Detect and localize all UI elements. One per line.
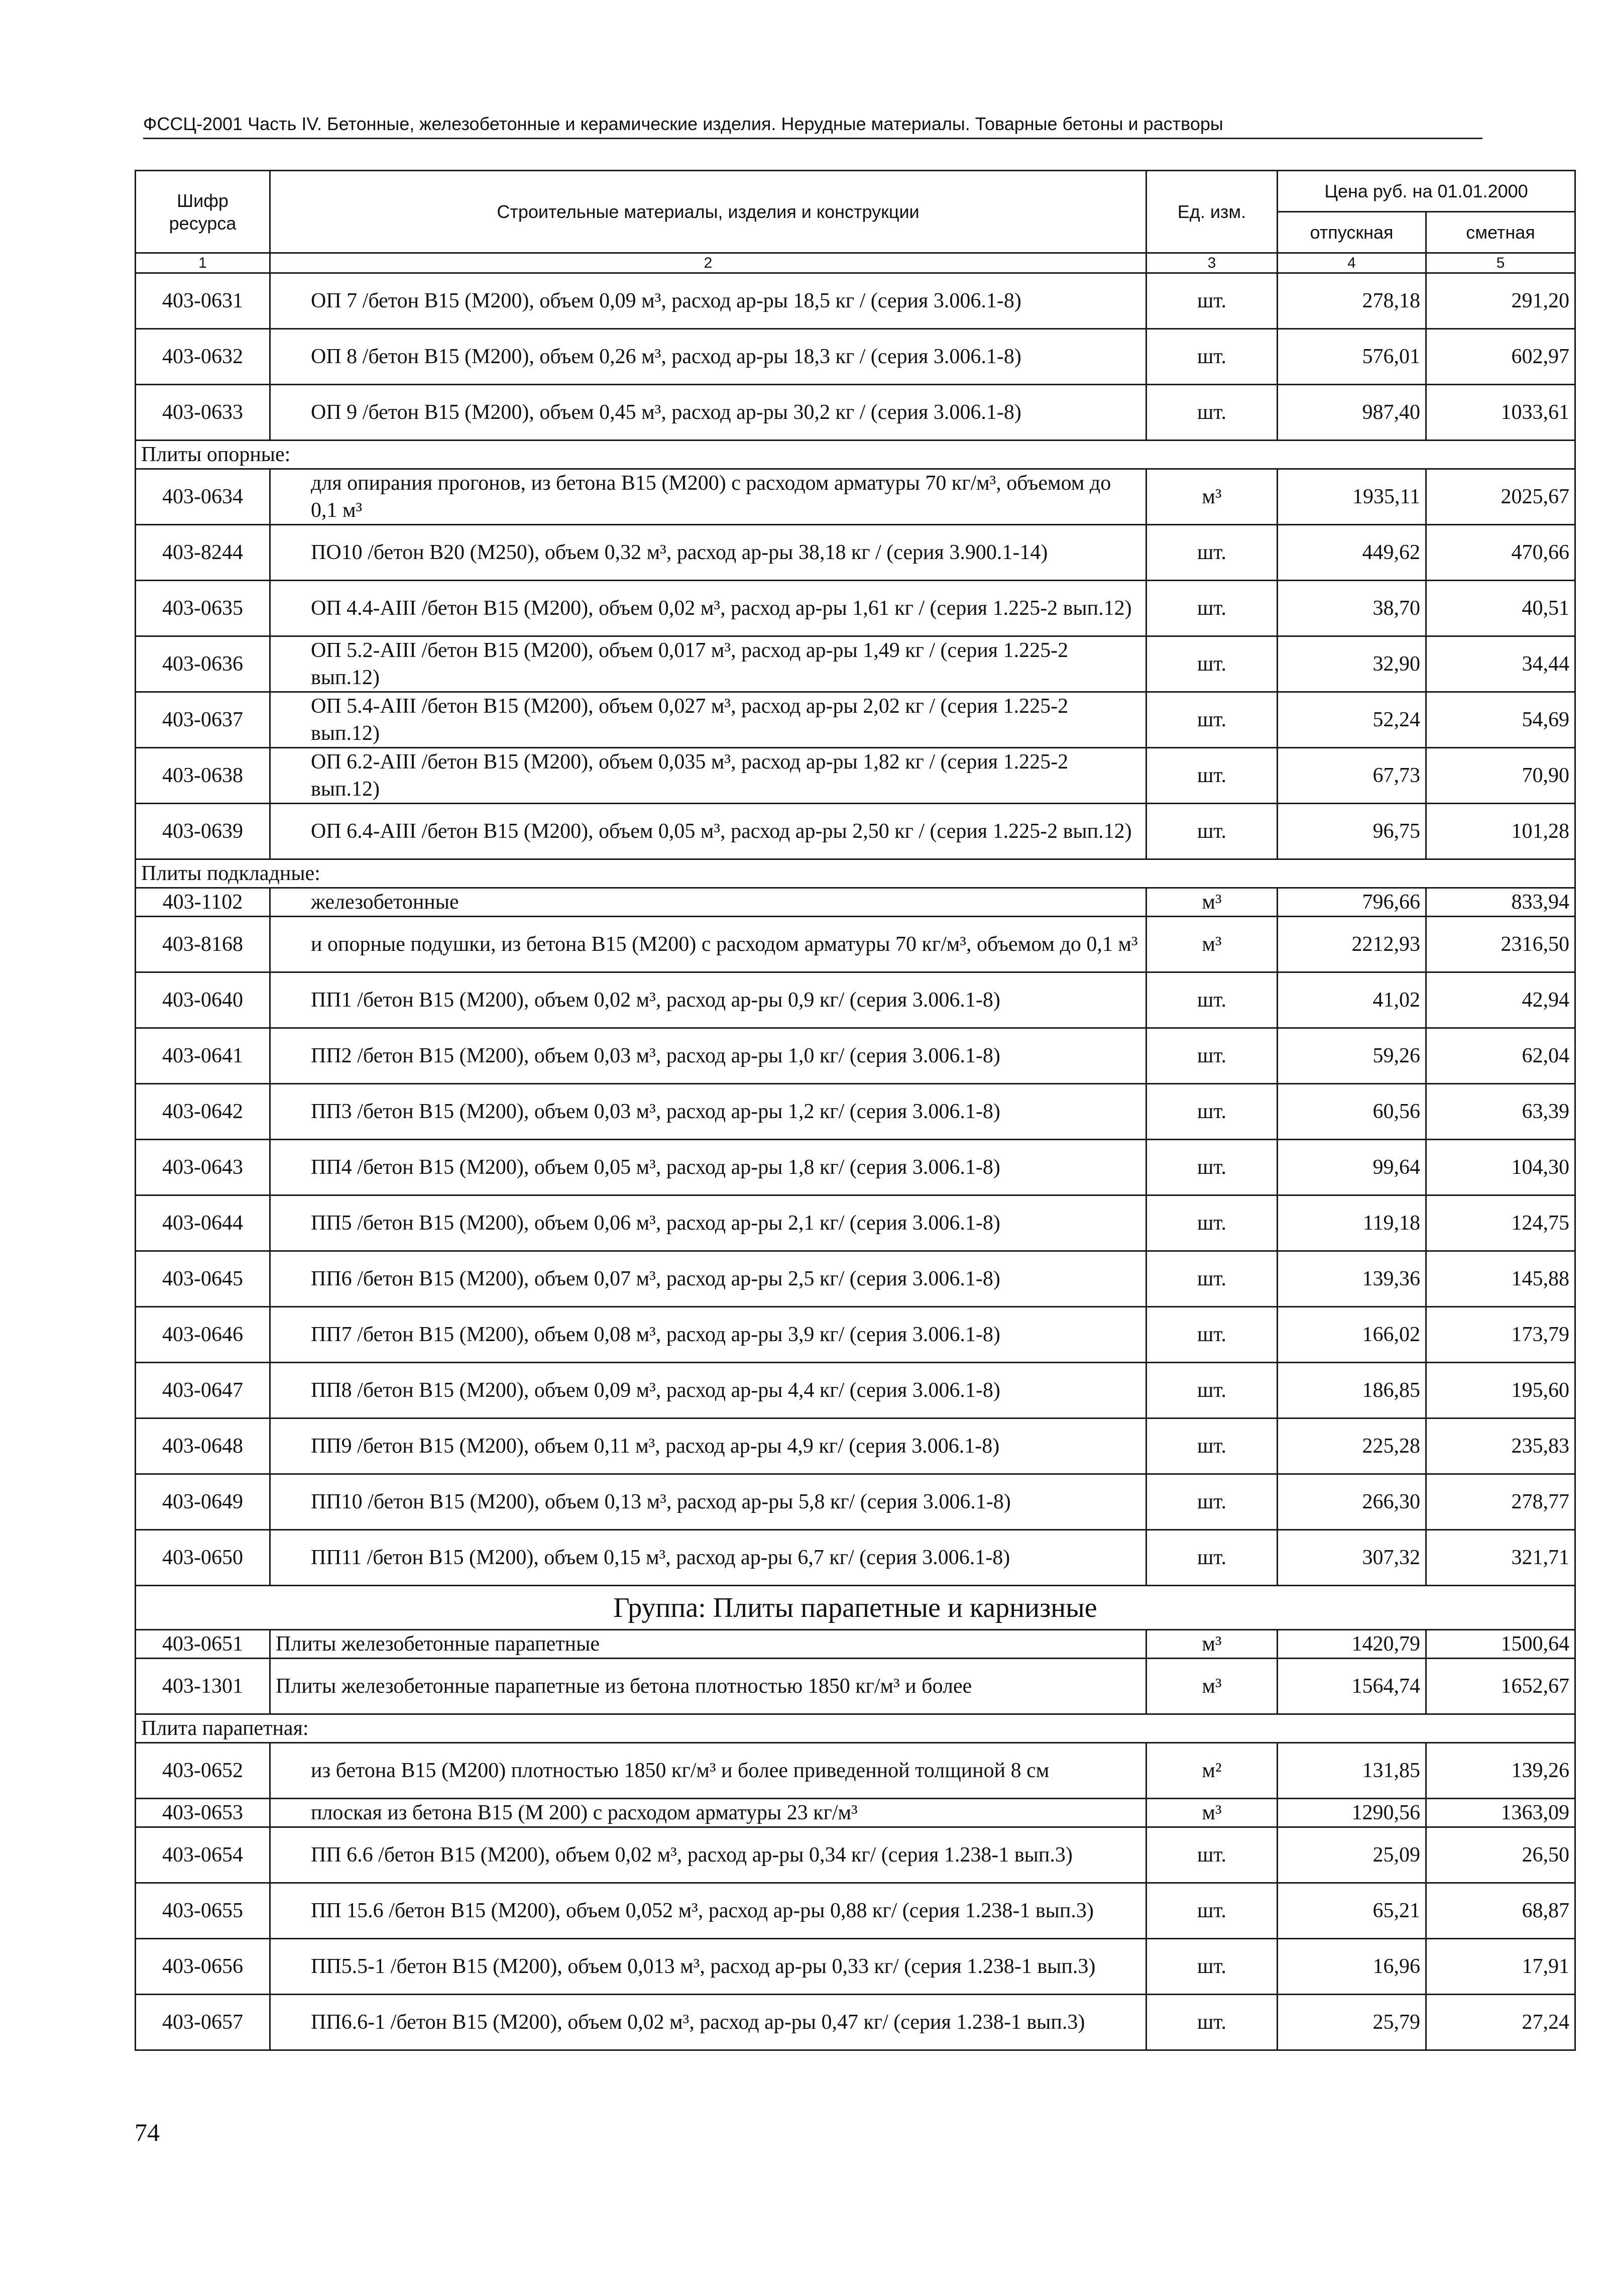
resource-code: 403-0645 <box>136 1251 270 1307</box>
unit-of-measure: м³ <box>1146 1659 1278 1714</box>
resource-code: 403-0656 <box>136 1939 270 1995</box>
resource-code: 403-1301 <box>136 1659 270 1714</box>
table-row <box>136 1195 1575 1251</box>
price-estimate: 173,79 <box>1426 1307 1575 1363</box>
price-release: 266,30 <box>1278 1474 1426 1530</box>
material-description <box>270 1630 1146 1659</box>
table-row <box>136 1659 1575 1714</box>
resource-code: 403-0639 <box>136 804 270 859</box>
unit-of-measure: шт. <box>1146 1084 1278 1140</box>
material-description <box>270 581 1146 636</box>
material-description <box>270 469 1146 525</box>
resource-code: 403-0637 <box>136 692 270 748</box>
material-description-text: ОП 5.2-AIII /бетон В15 (М200), объем 0,017 м³, расход ар-ры 1,49 кг / (серия 1.225-2 вып.12) <box>311 639 1069 689</box>
resource-code: 403-8168 <box>136 917 270 972</box>
material-description <box>270 1530 1146 1586</box>
resource-code: 403-0655 <box>136 1883 270 1939</box>
price-release: 139,36 <box>1278 1251 1426 1307</box>
table-row <box>136 888 1575 917</box>
unit-of-measure: шт. <box>1146 1530 1278 1586</box>
table-row <box>136 1028 1575 1084</box>
material-description-text: ОП 4.4-AIII /бетон В15 (М200), объем 0,02 м³, расход ар-ры 1,61 кг / (серия 1.225-2 вып.12) <box>311 597 1132 620</box>
material-description-text: ПП1 /бетон В15 (М200), объем 0,02 м³, расход ар-ры 0,9 кг/ (серия 3.006.1-8) <box>311 989 1000 1012</box>
table-row <box>136 1307 1575 1363</box>
resource-code: 403-0636 <box>136 636 270 692</box>
table-row <box>136 636 1575 692</box>
material-description <box>270 1995 1146 2050</box>
price-estimate: 26,50 <box>1426 1827 1575 1883</box>
price-release: 67,73 <box>1278 748 1426 804</box>
header-price-estimate: сметная <box>1426 212 1575 253</box>
price-estimate: 833,94 <box>1426 888 1575 917</box>
price-release: 99,64 <box>1278 1140 1426 1195</box>
material-description <box>270 1418 1146 1474</box>
resource-code: 403-0653 <box>136 1799 270 1827</box>
unit-of-measure: шт. <box>1146 273 1278 329</box>
price-estimate: 602,97 <box>1426 329 1575 385</box>
resource-code: 403-0644 <box>136 1195 270 1251</box>
price-release: 131,85 <box>1278 1743 1426 1799</box>
table-row <box>136 1799 1575 1827</box>
price-estimate: 68,87 <box>1426 1883 1575 1939</box>
group-title: Группа: Плиты парапетные и карнизные <box>136 1586 1575 1630</box>
material-description-text: ПП6 /бетон В15 (М200), объем 0,07 м³, расход ар-ры 2,5 кг/ (серия 3.006.1-8) <box>311 1267 1000 1290</box>
price-estimate: 2316,50 <box>1426 917 1575 972</box>
resource-code: 403-0641 <box>136 1028 270 1084</box>
material-description <box>270 804 1146 859</box>
price-estimate: 42,94 <box>1426 972 1575 1028</box>
resource-code: 403-0646 <box>136 1307 270 1363</box>
material-description-text: ПП6.6-1 /бетон В15 (М200), объем 0,02 м³, расход ар-ры 0,47 кг/ (серия 1.238-1 вып.3) <box>311 2011 1085 2034</box>
resource-code: 403-0647 <box>136 1363 270 1418</box>
table-row <box>136 1995 1575 2050</box>
table-row <box>136 972 1575 1028</box>
resource-code: 403-0649 <box>136 1474 270 1530</box>
price-estimate: 40,51 <box>1426 581 1575 636</box>
material-description-text: ПП5 /бетон В15 (М200), объем 0,06 м³, расход ар-ры 2,1 кг/ (серия 3.006.1-8) <box>311 1212 1000 1235</box>
unit-of-measure: шт. <box>1146 692 1278 748</box>
material-description <box>270 636 1146 692</box>
price-release: 1935,11 <box>1278 469 1426 525</box>
price-release: 119,18 <box>1278 1195 1426 1251</box>
resource-code: 403-0638 <box>136 748 270 804</box>
table-row <box>136 1251 1575 1307</box>
unit-of-measure: шт. <box>1146 1140 1278 1195</box>
unit-of-measure: шт. <box>1146 1363 1278 1418</box>
unit-of-measure: м³ <box>1146 917 1278 972</box>
price-estimate: 17,91 <box>1426 1939 1575 1995</box>
header-code: Шифр ресурса <box>136 171 270 253</box>
material-description <box>270 1743 1146 1799</box>
resource-code: 403-0651 <box>136 1630 270 1659</box>
resource-code: 403-0631 <box>136 273 270 329</box>
price-estimate: 139,26 <box>1426 1743 1575 1799</box>
material-description-text: ПП4 /бетон В15 (М200), объем 0,05 м³, расход ар-ры 1,8 кг/ (серия 3.006.1-8) <box>311 1156 1000 1179</box>
material-description-text: ПП8 /бетон В15 (М200), объем 0,09 м³, расход ар-ры 4,4 кг/ (серия 3.006.1-8) <box>311 1379 1000 1402</box>
table-row <box>136 1363 1575 1418</box>
table-row <box>136 1084 1575 1140</box>
material-description <box>270 1140 1146 1195</box>
material-description <box>270 692 1146 748</box>
unit-of-measure: шт. <box>1146 1418 1278 1474</box>
header-price: Цена руб. на 01.01.2000 <box>1278 171 1575 212</box>
material-description-text: и опорные подушки, из бетона В15 (М200) с расходом арматуры 70 кг/м³, объемом до 0,1 м³ <box>311 933 1138 956</box>
price-release: 576,01 <box>1278 329 1426 385</box>
resource-code: 403-8244 <box>136 525 270 581</box>
resource-code: 403-0642 <box>136 1084 270 1140</box>
price-release: 796,66 <box>1278 888 1426 917</box>
table-row <box>136 581 1575 636</box>
resource-code: 403-0640 <box>136 972 270 1028</box>
price-release: 96,75 <box>1278 804 1426 859</box>
table-row <box>136 1630 1575 1659</box>
price-release: 32,90 <box>1278 636 1426 692</box>
material-description <box>270 917 1146 972</box>
price-estimate: 63,39 <box>1426 1084 1575 1140</box>
price-estimate: 278,77 <box>1426 1474 1575 1530</box>
resource-code: 403-0650 <box>136 1530 270 1586</box>
colnum: 4 <box>1278 253 1426 273</box>
price-release: 186,85 <box>1278 1363 1426 1418</box>
group-row <box>136 1586 1575 1630</box>
price-estimate: 54,69 <box>1426 692 1575 748</box>
unit-of-measure: м³ <box>1146 1630 1278 1659</box>
table-row <box>136 692 1575 748</box>
table-row <box>136 273 1575 329</box>
unit-of-measure: шт. <box>1146 1883 1278 1939</box>
table-row <box>136 1743 1575 1799</box>
price-release: 225,28 <box>1278 1418 1426 1474</box>
unit-of-measure: шт. <box>1146 748 1278 804</box>
price-estimate: 291,20 <box>1426 273 1575 329</box>
unit-of-measure: шт. <box>1146 525 1278 581</box>
resource-code: 403-0633 <box>136 385 270 441</box>
material-description-text: ОП 7 /бетон В15 (М200), объем 0,09 м³, расход ар-ры 18,5 кг / (серия 3.006.1-8) <box>311 289 1021 312</box>
resource-code: 403-1102 <box>136 888 270 917</box>
price-release: 60,56 <box>1278 1084 1426 1140</box>
unit-of-measure: шт. <box>1146 1474 1278 1530</box>
material-description <box>270 1939 1146 1995</box>
material-description-text: ОП 6.2-AIII /бетон В15 (М200), объем 0,035 м³, расход ар-ры 1,82 кг / (серия 1.225-2 вып.12) <box>311 750 1069 801</box>
resource-code: 403-0654 <box>136 1827 270 1883</box>
table-row <box>136 917 1575 972</box>
price-estimate: 470,66 <box>1426 525 1575 581</box>
page-number: 74 <box>135 2118 160 2146</box>
material-description-text: ПП10 /бетон В15 (М200), объем 0,13 м³, расход ар-ры 5,8 кг/ (серия 3.006.1-8) <box>311 1490 1011 1513</box>
section-row <box>136 859 1575 888</box>
colnum: 1 <box>136 253 270 273</box>
price-table <box>135 170 1576 2051</box>
unit-of-measure: шт. <box>1146 1307 1278 1363</box>
header-name: Строительные материалы, изделия и конструкции <box>270 171 1146 253</box>
price-estimate: 145,88 <box>1426 1251 1575 1307</box>
price-release: 166,02 <box>1278 1307 1426 1363</box>
price-release: 59,26 <box>1278 1028 1426 1084</box>
material-description-text: ОП 5.4-AIII /бетон В15 (М200), объем 0,027 м³, расход ар-ры 2,02 кг / (серия 1.225-2 вып.12) <box>311 695 1069 745</box>
unit-of-measure: шт. <box>1146 1195 1278 1251</box>
price-estimate: 27,24 <box>1426 1995 1575 2050</box>
price-release: 38,70 <box>1278 581 1426 636</box>
section-title: Плиты опорные: <box>136 441 1575 469</box>
material-description-text: ПП 6.6 /бетон В15 (М200), объем 0,02 м³, расход ар-ры 0,34 кг/ (серия 1.238-1 вып.3) <box>311 1843 1073 1867</box>
price-release: 25,79 <box>1278 1995 1426 2050</box>
unit-of-measure: шт. <box>1146 385 1278 441</box>
price-estimate: 1033,61 <box>1426 385 1575 441</box>
table-row <box>136 469 1575 525</box>
material-description <box>270 273 1146 329</box>
material-description-text: железобетонные <box>311 891 459 914</box>
price-release: 2212,93 <box>1278 917 1426 972</box>
header-price-release: отпускная <box>1278 212 1426 253</box>
colnum: 5 <box>1426 253 1575 273</box>
resource-code: 403-0634 <box>136 469 270 525</box>
resource-code: 403-0657 <box>136 1995 270 2050</box>
price-release: 25,09 <box>1278 1827 1426 1883</box>
price-estimate: 1652,67 <box>1426 1659 1575 1714</box>
table-row <box>136 525 1575 581</box>
unit-of-measure: м³ <box>1146 469 1278 525</box>
material-description <box>270 329 1146 385</box>
table-row <box>136 1827 1575 1883</box>
price-estimate: 101,28 <box>1426 804 1575 859</box>
price-estimate: 195,60 <box>1426 1363 1575 1418</box>
material-description-text: ОП 9 /бетон В15 (М200), объем 0,45 м³, расход ар-ры 30,2 кг / (серия 3.006.1-8) <box>311 401 1021 424</box>
material-description <box>270 888 1146 917</box>
material-description-text: ПП7 /бетон В15 (М200), объем 0,08 м³, расход ар-ры 3,9 кг/ (серия 3.006.1-8) <box>311 1323 1000 1346</box>
material-description-text: Плиты железобетонные парапетные из бетона плотностью 1850 кг/м³ и более <box>276 1675 972 1698</box>
material-description-text: плоская из бетона В15 (М 200) с расходом арматуры 23 кг/м³ <box>311 1801 858 1824</box>
material-description <box>270 1084 1146 1140</box>
price-estimate: 321,71 <box>1426 1530 1575 1586</box>
unit-of-measure: шт. <box>1146 636 1278 692</box>
material-description <box>270 1363 1146 1418</box>
material-description <box>270 1474 1146 1530</box>
table-row <box>136 1474 1575 1530</box>
table-row <box>136 329 1575 385</box>
material-description <box>270 1827 1146 1883</box>
material-description-text: ПП11 /бетон В15 (М200), объем 0,15 м³, расход ар-ры 6,7 кг/ (серия 3.006.1-8) <box>311 1546 1010 1569</box>
price-release: 1290,56 <box>1278 1799 1426 1827</box>
price-release: 307,32 <box>1278 1530 1426 1586</box>
colnum: 3 <box>1146 253 1278 273</box>
unit-of-measure: шт. <box>1146 804 1278 859</box>
material-description-text: ПП 15.6 /бетон В15 (М200), объем 0,052 м³, расход ар-ры 0,88 кг/ (серия 1.238-1 вып.3) <box>311 1899 1094 1922</box>
table-row <box>136 748 1575 804</box>
table-row <box>136 1140 1575 1195</box>
unit-of-measure: м³ <box>1146 1799 1278 1827</box>
price-release: 65,21 <box>1278 1883 1426 1939</box>
material-description-text: ПП5.5-1 /бетон В15 (М200), объем 0,013 м³, расход ар-ры 0,33 кг/ (серия 1.238-1 вып.3) <box>311 1955 1096 1978</box>
material-description <box>270 748 1146 804</box>
resource-code: 403-0635 <box>136 581 270 636</box>
price-estimate: 1363,09 <box>1426 1799 1575 1827</box>
table-row <box>136 1418 1575 1474</box>
unit-of-measure: шт. <box>1146 972 1278 1028</box>
section-row <box>136 441 1575 469</box>
header-unit: Ед. изм. <box>1146 171 1278 253</box>
material-description <box>270 1659 1146 1714</box>
table-row <box>136 1939 1575 1995</box>
table-row <box>136 385 1575 441</box>
material-description-text: ОП 6.4-AIII /бетон В15 (М200), объем 0,05 м³, расход ар-ры 2,50 кг / (серия 1.225-2 вып.12) <box>311 820 1132 843</box>
section-title: Плита парапетная: <box>136 1714 1575 1743</box>
price-estimate: 124,75 <box>1426 1195 1575 1251</box>
section-row <box>136 1714 1575 1743</box>
material-description-text: ПП2 /бетон В15 (М200), объем 0,03 м³, расход ар-ры 1,0 кг/ (серия 3.006.1-8) <box>311 1044 1000 1067</box>
unit-of-measure: шт. <box>1146 1995 1278 2050</box>
price-release: 41,02 <box>1278 972 1426 1028</box>
material-description <box>270 1195 1146 1251</box>
section-title: Плиты подкладные: <box>136 859 1575 888</box>
price-estimate: 2025,67 <box>1426 469 1575 525</box>
material-description <box>270 972 1146 1028</box>
price-release: 1420,79 <box>1278 1630 1426 1659</box>
unit-of-measure: шт. <box>1146 1827 1278 1883</box>
price-estimate: 62,04 <box>1426 1028 1575 1084</box>
material-description-text: для опирания прогонов, из бетона В15 (М200) с расходом арматуры 70 кг/м³, объемом до 0,1 м³ <box>311 472 1111 522</box>
unit-of-measure: шт. <box>1146 1251 1278 1307</box>
price-release: 449,62 <box>1278 525 1426 581</box>
price-release: 987,40 <box>1278 385 1426 441</box>
material-description <box>270 385 1146 441</box>
price-estimate: 70,90 <box>1426 748 1575 804</box>
table-row <box>136 1530 1575 1586</box>
material-description-text: ПП3 /бетон В15 (М200), объем 0,03 м³, расход ар-ры 1,2 кг/ (серия 3.006.1-8) <box>311 1100 1000 1123</box>
material-description-text: ОП 8 /бетон В15 (М200), объем 0,26 м³, расход ар-ры 18,3 кг / (серия 3.006.1-8) <box>311 345 1021 368</box>
material-description <box>270 1307 1146 1363</box>
material-description <box>270 1799 1146 1827</box>
material-description-text: ПО10 /бетон В20 (М250), объем 0,32 м³, расход ар-ры 38,18 кг / (серия 3.900.1-14) <box>311 541 1048 564</box>
price-release: 278,18 <box>1278 273 1426 329</box>
price-estimate: 104,30 <box>1426 1140 1575 1195</box>
table-row <box>136 1883 1575 1939</box>
material-description <box>270 1883 1146 1939</box>
material-description-text: Плиты железобетонные парапетные <box>276 1632 600 1656</box>
material-description-text: ПП9 /бетон В15 (М200), объем 0,11 м³, расход ар-ры 4,9 кг/ (серия 3.006.1-8) <box>311 1435 1000 1458</box>
price-release: 16,96 <box>1278 1939 1426 1995</box>
price-release: 52,24 <box>1278 692 1426 748</box>
unit-of-measure: шт. <box>1146 581 1278 636</box>
resource-code: 403-0648 <box>136 1418 270 1474</box>
unit-of-measure: шт. <box>1146 329 1278 385</box>
price-estimate: 1500,64 <box>1426 1630 1575 1659</box>
price-release: 1564,74 <box>1278 1659 1426 1714</box>
resource-code: 403-0652 <box>136 1743 270 1799</box>
unit-of-measure: шт. <box>1146 1939 1278 1995</box>
unit-of-measure: м² <box>1146 1743 1278 1799</box>
running-header: ФССЦ-2001 Часть IV. Бетонные, железобетонные и керамические изделия. Нерудные материалы. Товарные бетоны и растворы <box>143 114 1482 139</box>
unit-of-measure: шт. <box>1146 1028 1278 1084</box>
table-row <box>136 804 1575 859</box>
material-description <box>270 525 1146 581</box>
resource-code: 403-0632 <box>136 329 270 385</box>
unit-of-measure: м³ <box>1146 888 1278 917</box>
price-estimate: 34,44 <box>1426 636 1575 692</box>
material-description <box>270 1028 1146 1084</box>
material-description-text: из бетона В15 (М200) плотностью 1850 кг/м³ и более приведенной толщиной 8 см <box>311 1759 1050 1782</box>
price-estimate: 235,83 <box>1426 1418 1575 1474</box>
colnum: 2 <box>270 253 1146 273</box>
resource-code: 403-0643 <box>136 1140 270 1195</box>
material-description <box>270 1251 1146 1307</box>
